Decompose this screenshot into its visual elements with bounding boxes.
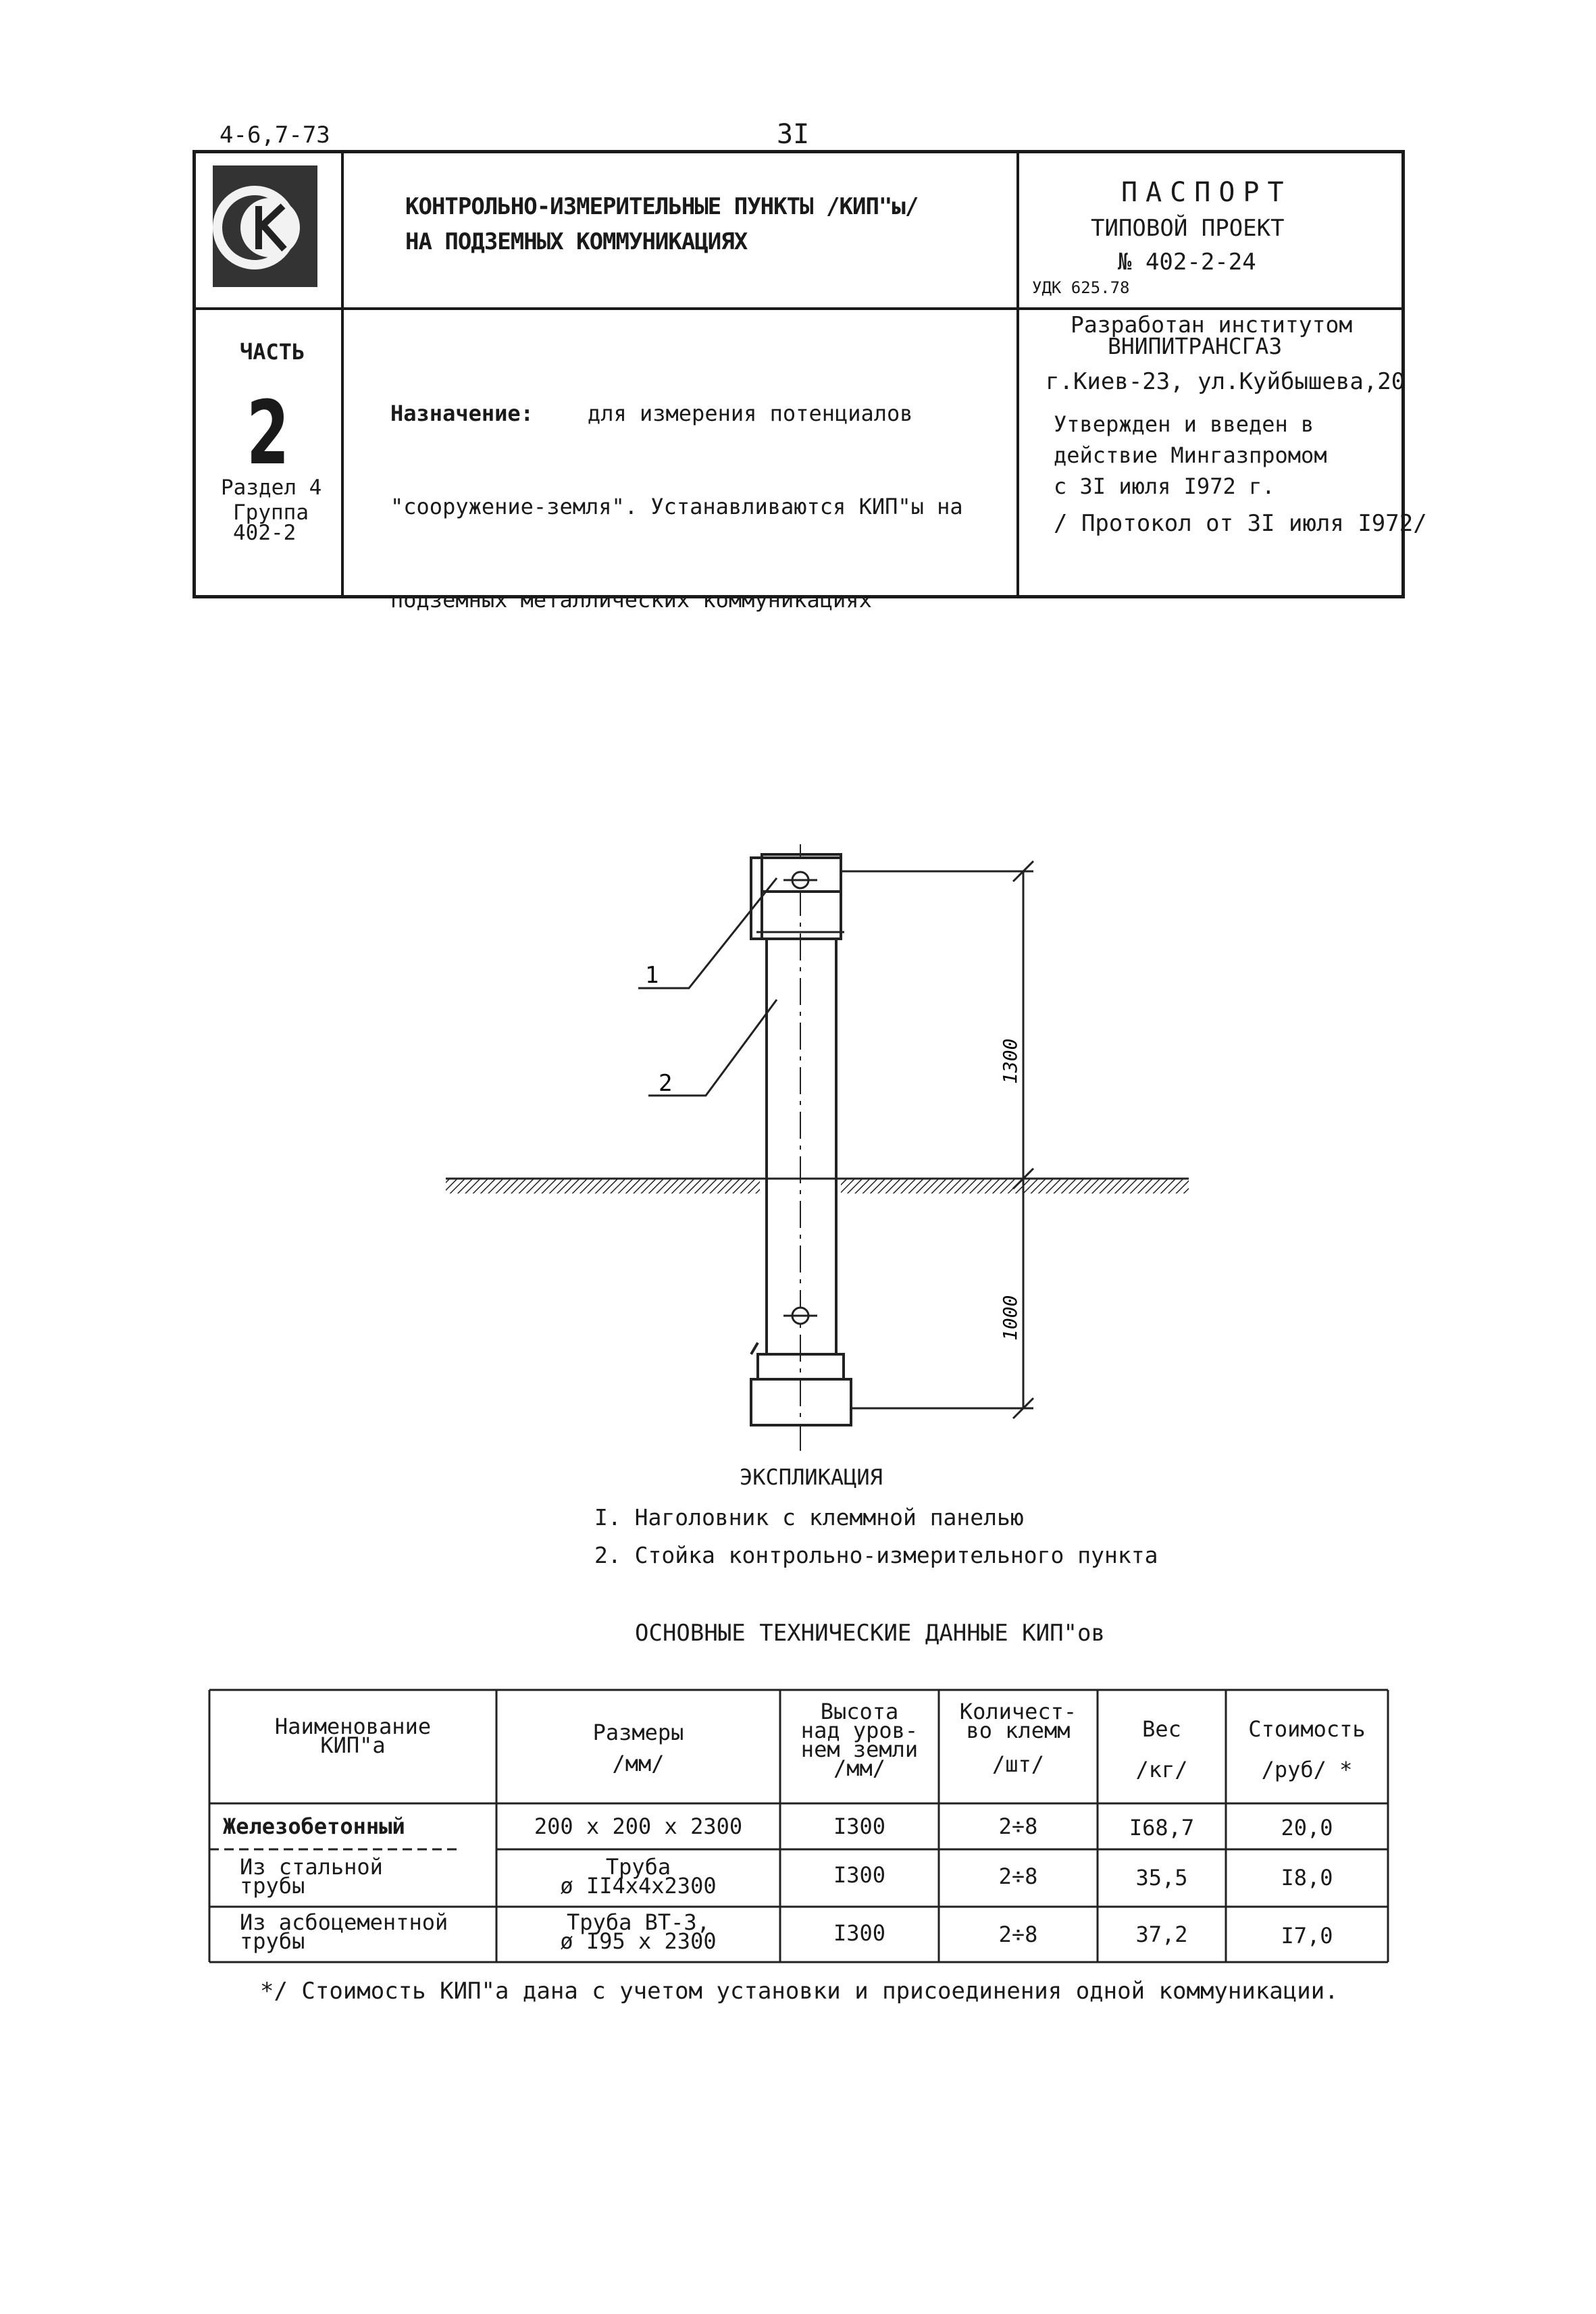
callout-1: 1 [645, 962, 659, 989]
purpose-label: Назначение: [390, 401, 534, 426]
approval-line-3: с 3I июля I972 г. [1054, 473, 1275, 499]
section-label: Раздел 4 [221, 475, 322, 500]
row-2-qty: 2÷8 [998, 1863, 1038, 1889]
row-1-qty: 2÷8 [998, 1814, 1038, 1839]
title-line-2: НА ПОДЗЕМНЫХ КОММУНИКАЦИЯХ [405, 228, 748, 255]
row-1-size: 200 x 200 x 2300 [534, 1814, 743, 1839]
developer-address: г.Киев-23, ул.Куйбышева,20 [1046, 368, 1406, 395]
row-3-size-line-2: ø I95 x 2300 [560, 1928, 717, 1954]
header-height-line-4: /мм/ [833, 1755, 886, 1781]
purpose-text-1: для измерения потенциалов [587, 401, 913, 426]
row-2-weight: 35,5 [1135, 1865, 1188, 1891]
header-cost-line-1: Стоимость [1248, 1716, 1366, 1742]
group-label: Группа [233, 500, 309, 525]
row-1-cost: 20,0 [1281, 1815, 1333, 1841]
header-name [209, 1714, 496, 1758]
explication-item-1: I. Наголовник с клеммной панелью [594, 1504, 1024, 1531]
header-weight-line-2: /кг/ [1135, 1757, 1188, 1782]
row-3-name-line-2: трубы [240, 1928, 305, 1954]
purpose-text-3: подземных металлических коммуникациях [390, 587, 872, 613]
developer-line-2: ВНИПИТРАНСГАЗ [1108, 333, 1283, 359]
explication-title: ЭКСПЛИКАЦИЯ [740, 1464, 883, 1490]
passport-label: ПАСПОРТ [1121, 177, 1292, 208]
header-qty-line-2: во клемм [966, 1718, 1071, 1743]
header-qty-line-3: /шт/ [992, 1751, 1045, 1777]
header-height-line-3: нем земли [800, 1737, 919, 1762]
row-3-size-line-1: Труба ВТ-3, [567, 1909, 710, 1935]
row-2-name-line-1: Из стальной [240, 1854, 383, 1880]
approval-line-1: Утвержден и введен в [1054, 411, 1314, 437]
row-2-size [496, 1854, 780, 1899]
page-number: 3I [777, 119, 810, 150]
row-3-name [240, 1909, 448, 1954]
header-size [496, 1717, 780, 1779]
row-1-weight: I68,7 [1129, 1815, 1195, 1841]
row-2-size-line-1: Труба [605, 1854, 671, 1880]
header-cost-line-2: /руб/ * [1261, 1757, 1353, 1782]
header-name-line-1: Наименование [274, 1714, 432, 1739]
project-number: № 402-2-24 [1118, 249, 1256, 276]
developer-line-1: Разработан институтом [1071, 311, 1353, 338]
table-title: ОСНОВНЫЕ ТЕХНИЧЕСКИЕ ДАННЫЕ КИП"ов [635, 1620, 1105, 1647]
row-3-size [496, 1909, 780, 1954]
udk-code: УДК 625.78 [1032, 278, 1130, 297]
header-height-line-1: Высота [820, 1699, 899, 1724]
dimension-below-ground: 1000 [999, 1295, 1021, 1341]
row-2-size-line-2: ø II4x4x2300 [560, 1873, 717, 1899]
header-weight [1098, 1709, 1226, 1790]
header-height [780, 1699, 939, 1781]
row-2-height: I300 [833, 1862, 886, 1888]
header-name-line-2: КИП"а [320, 1732, 386, 1758]
header-size-line-1: Размеры [592, 1720, 684, 1745]
row-1-height: I300 [833, 1814, 886, 1839]
row-2-cost: I8,0 [1281, 1865, 1333, 1891]
group-code: 402-2 [233, 521, 297, 545]
title-line-1: КОНТРОЛЬНО-ИЗМЕРИТЕЛЬНЫЕ ПУНКТЫ /КИП"ы/ [405, 193, 919, 220]
footnote: */ Стоимость КИП"а дана с учетом установки и присоединения одной коммуникации. [260, 1978, 1339, 2005]
part-number: 2 [247, 382, 290, 484]
row-3-height: I300 [833, 1920, 886, 1946]
header-qty [939, 1699, 1098, 1777]
header-height-line-2: над уров- [800, 1718, 919, 1743]
header-qty-line-1: Количест- [959, 1699, 1077, 1724]
header-weight-line-1: Вес [1142, 1716, 1181, 1742]
document-code: 4-6,7-73 [220, 122, 330, 149]
part-label: ЧАСТЬ [240, 339, 305, 365]
purpose-text-2: "сооружение-земля". Устанавливаются КИП"ы на [390, 494, 963, 519]
header-size-line-2: /мм/ [612, 1751, 665, 1776]
row-2-name-line-2: трубы [240, 1873, 305, 1899]
dimension-above-ground: 1300 [999, 1038, 1021, 1084]
row-3-name-line-1: Из асбоцементной [240, 1909, 448, 1935]
row-3-qty: 2÷8 [998, 1922, 1038, 1947]
row-2-name [240, 1854, 383, 1899]
approval-line-2: действие Мингазпромом [1054, 442, 1327, 468]
explication-item-2: 2. Стойка контрольно-измерительного пункта [594, 1542, 1158, 1568]
header-cost [1226, 1709, 1388, 1790]
protocol-note: / Протокол от 3I июля I972/ [1054, 510, 1427, 537]
row-3-weight: 37,2 [1135, 1922, 1188, 1947]
callout-2: 2 [659, 1070, 673, 1097]
row-3-cost: I7,0 [1281, 1923, 1333, 1949]
project-type: ТИПОВОЙ ПРОЕКТ [1091, 215, 1285, 242]
row-1-name: Железобетонный [223, 1814, 405, 1839]
